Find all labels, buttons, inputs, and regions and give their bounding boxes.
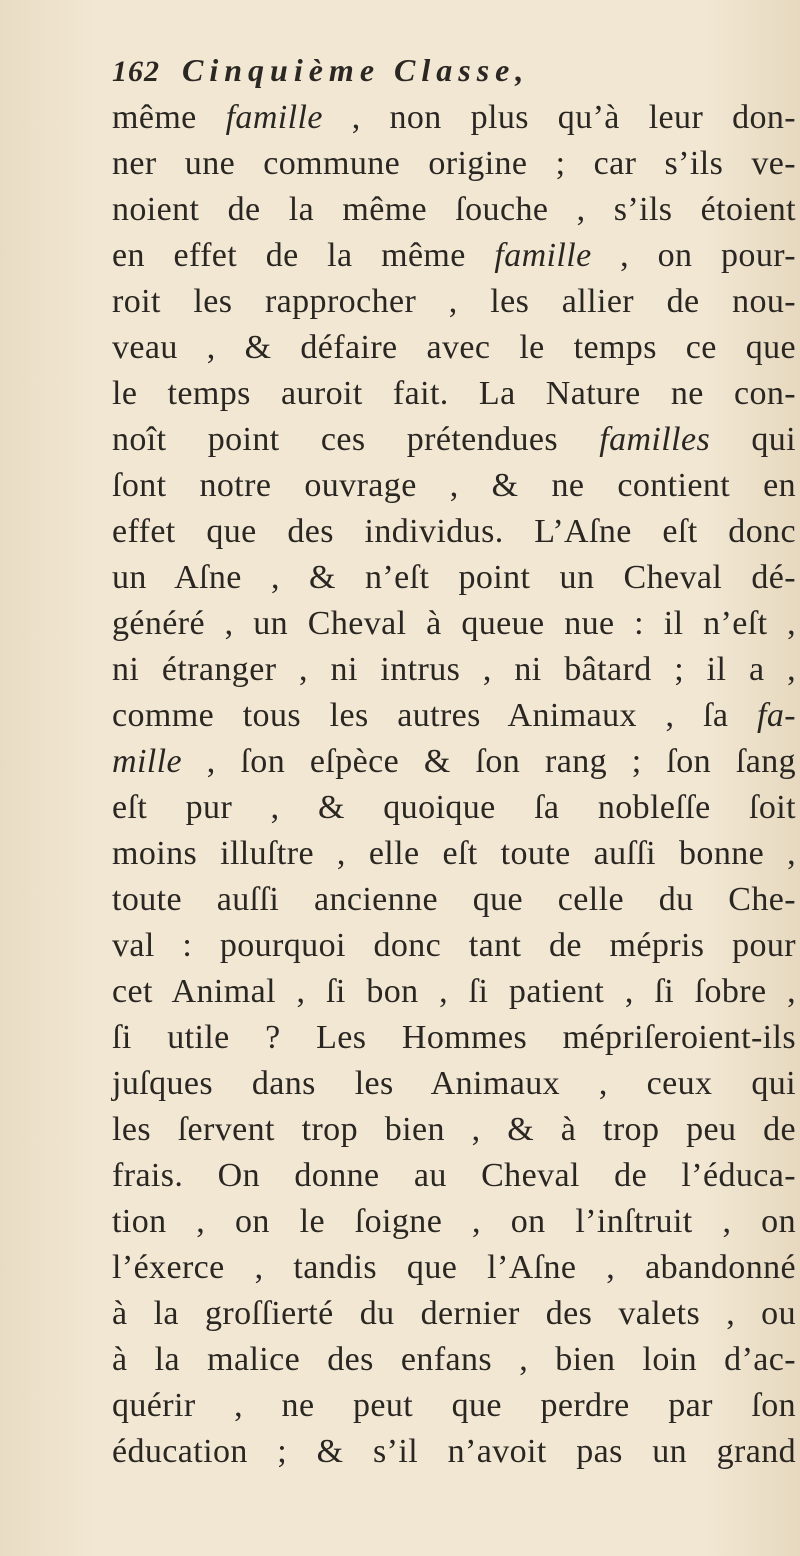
text-segment: ni étranger , ni intrus , ni bâtard ; il a , xyxy=(112,651,796,688)
text-line xyxy=(112,187,796,233)
text-segment: le temps auroit fait. La Nature ne con- xyxy=(112,375,796,412)
text-line xyxy=(112,831,796,877)
text-line xyxy=(112,877,796,923)
text-segment: , non plus qu’à leur don- xyxy=(322,99,796,136)
text-line xyxy=(112,969,796,1015)
text-line xyxy=(112,739,796,785)
text-line xyxy=(112,417,796,463)
running-head xyxy=(112,52,782,100)
text-segment: noient de la même ſouche , s’ils étoient xyxy=(112,191,796,228)
text-segment: l’éxerce , tandis que l’Aſne , abandonné xyxy=(112,1249,796,1286)
text-segment: val : pourquoi donc tant de mépris pour xyxy=(112,927,796,964)
text-line xyxy=(112,785,796,831)
section-title: Cinquième Classe, xyxy=(182,52,530,88)
text-segment: les ſervent trop bien , & à trop peu de xyxy=(112,1111,796,1148)
text-segment: ſi utile ? Les Hommes mépriſeroient-ils xyxy=(112,1019,796,1056)
text-segment: ner une commune origine ; car s’ils ve- xyxy=(112,145,796,182)
text-segment: ſont notre ouvrage , & ne contient en xyxy=(112,467,796,504)
text-segment: généré , un Cheval à queue nue : il n’eſt , xyxy=(112,605,796,642)
text-line xyxy=(112,555,796,601)
italic-word: fa- xyxy=(757,697,796,734)
text-segment: roit les rapprocher , les allier de nou- xyxy=(112,283,796,320)
text-segment: tion , on le ſoigne , on l’inſtruit , on xyxy=(112,1203,796,1240)
text-segment: quérir , ne peut que perdre par ſon xyxy=(112,1387,796,1424)
text-line xyxy=(112,1291,796,1337)
text-segment: , ſon eſpèce & ſon rang ; ſon ſang xyxy=(181,743,796,780)
text-line xyxy=(112,923,796,969)
text-line xyxy=(112,509,796,555)
italic-word: famille xyxy=(494,237,592,274)
text-segment: cet Animal , ſi bon , ſi patient , ſi ſobre , xyxy=(112,973,796,1010)
italic-word: familles xyxy=(599,421,711,458)
page-number: 162 xyxy=(112,55,160,88)
text-segment: , on pour- xyxy=(591,237,796,274)
text-segment: un Aſne , & n’eſt point un Cheval dé- xyxy=(112,559,796,596)
text-line xyxy=(112,233,796,279)
text-segment: éducation ; & s’il n’avoit pas un grand xyxy=(112,1433,796,1470)
text-line xyxy=(112,1061,796,1107)
text-segment: noît point ces prétendues xyxy=(112,421,600,458)
text-line xyxy=(112,693,796,739)
text-line xyxy=(112,1199,796,1245)
text-segment: même xyxy=(112,99,226,136)
text-line xyxy=(112,1015,796,1061)
text-line xyxy=(112,1383,796,1429)
text-segment: moins illuſtre , elle eſt toute auſſi bonne , xyxy=(112,835,796,872)
text-line xyxy=(112,647,796,693)
text-segment: veau , & défaire avec le temps ce que xyxy=(112,329,796,366)
text-segment: qui xyxy=(710,421,796,458)
text-segment: juſques dans les Animaux , ceux qui xyxy=(112,1065,796,1102)
text-segment: eſt pur , & quoique ſa nobleſſe ſoit xyxy=(112,789,796,826)
text-line xyxy=(112,1107,796,1153)
text-segment: à la malice des enfans , bien loin d’ac- xyxy=(112,1341,796,1378)
italic-word: famille xyxy=(225,99,323,136)
text-line xyxy=(112,601,796,647)
text-line xyxy=(112,463,796,509)
text-line xyxy=(112,1245,796,1291)
text-line xyxy=(112,141,796,187)
text-segment: en effet de la même xyxy=(112,237,495,274)
text-line xyxy=(112,371,796,417)
italic-word: mille xyxy=(112,743,182,780)
text-segment: effet que des individus. L’Aſne eſt donc xyxy=(112,513,796,550)
text-line xyxy=(112,325,796,371)
text-line xyxy=(112,1429,796,1475)
text-segment: toute auſſi ancienne que celle du Che- xyxy=(112,881,796,918)
text-segment: comme tous les autres Animaux , ſa xyxy=(112,697,758,734)
text-line xyxy=(112,1337,796,1383)
text-line xyxy=(112,95,796,141)
text-line xyxy=(112,1153,796,1199)
text-segment: frais. On donne au Cheval de l’éduca- xyxy=(112,1157,796,1194)
text-line xyxy=(112,279,796,325)
text-segment: à la groſſierté du dernier des valets , ou xyxy=(112,1295,796,1332)
